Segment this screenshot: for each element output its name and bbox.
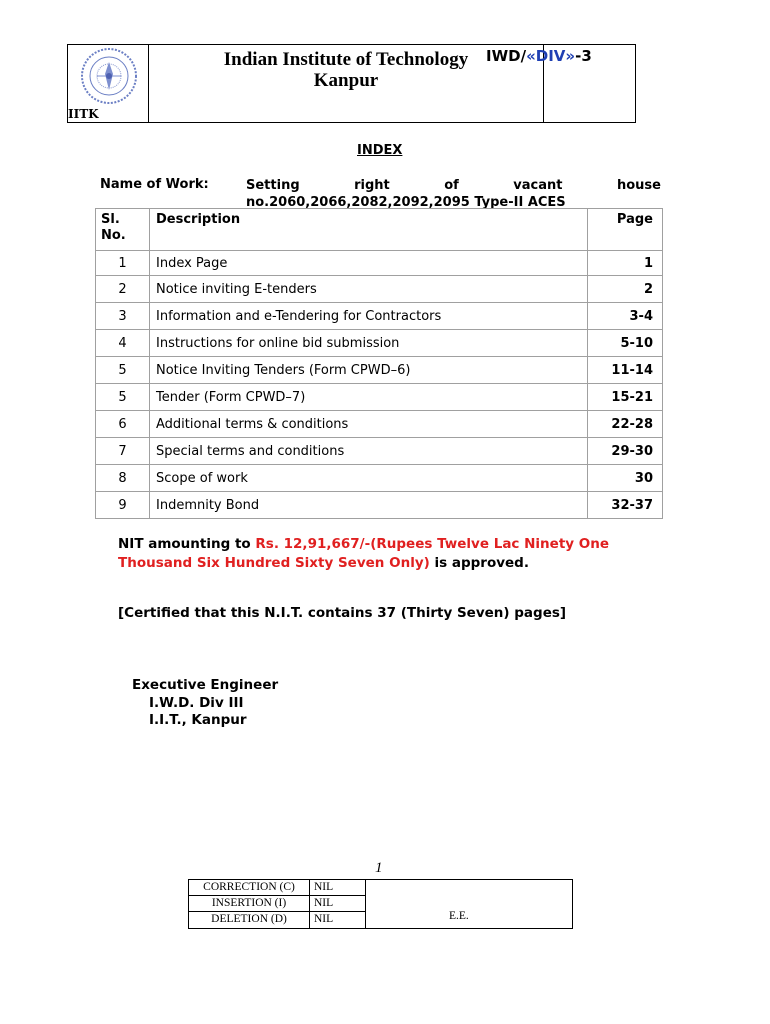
row-sl: 3 <box>96 303 150 330</box>
table-row <box>96 303 663 330</box>
row-description: Notice inviting E-tenders <box>150 276 588 303</box>
row-sl: 5 <box>96 384 150 411</box>
row-page: 11-14 <box>588 357 663 384</box>
insertion-label: INSERTION (I) <box>189 896 309 912</box>
row-description: Notice Inviting Tenders (Form CPWD–6) <box>150 357 588 384</box>
header-sl-no <box>96 209 150 251</box>
signatory-institute: I.I.T., Kanpur <box>149 712 247 728</box>
table-row <box>96 411 663 438</box>
row-description: Additional terms & conditions <box>150 411 588 438</box>
page-number: 1 <box>375 860 383 876</box>
row-page: 30 <box>588 465 663 492</box>
iitk-logo-icon <box>80 47 138 105</box>
doc-code-suffix: -3 <box>575 47 592 65</box>
row-sl: 7 <box>96 438 150 465</box>
name-of-work-value <box>246 177 661 211</box>
row-sl: 1 <box>96 251 150 276</box>
table-row <box>96 330 663 357</box>
row-description: Instructions for online bid submission <box>150 330 588 357</box>
doc-code-prefix: IWD/ <box>486 47 527 65</box>
name-of-work-label: Name of Work: <box>100 177 209 192</box>
document-code <box>486 47 592 65</box>
doc-code-merge-field: «DIV» <box>526 47 576 65</box>
row-page: 2 <box>588 276 663 303</box>
index-title: INDEX <box>357 143 403 158</box>
name-of-work-line1 <box>246 177 661 194</box>
ee-signature-label: E.E. <box>449 910 469 922</box>
row-description: Information and e-Tendering for Contractors <box>150 303 588 330</box>
row-sl: 9 <box>96 492 150 519</box>
row-page: 5-10 <box>588 330 663 357</box>
work-word: vacant <box>513 178 563 193</box>
header-description: Description <box>150 209 588 251</box>
table-row <box>96 465 663 492</box>
certificate-statement: [Certified that this N.I.T. contains 37 (Thirty Seven) pages] <box>118 605 567 621</box>
header-sl-line1: Sl. <box>101 212 120 227</box>
logo-label: IITK <box>68 107 99 121</box>
institute-name <box>149 49 543 91</box>
table-row <box>96 357 663 384</box>
correction-box <box>188 879 573 929</box>
institute-cell <box>149 45 544 122</box>
deletion-value: NIL <box>314 913 334 925</box>
row-description: Scope of work <box>150 465 588 492</box>
row-description: Special terms and conditions <box>150 438 588 465</box>
header-sl-line2: No. <box>101 228 126 243</box>
row-description: Tender (Form CPWD–7) <box>150 384 588 411</box>
table-row <box>96 492 663 519</box>
work-word: Setting <box>246 178 300 193</box>
nit-suffix: is approved. <box>429 555 529 571</box>
logo-cell <box>68 45 149 122</box>
signatory-block <box>132 677 278 730</box>
row-page: 32-37 <box>588 492 663 519</box>
institute-name-line2: Kanpur <box>313 70 379 91</box>
row-sl: 8 <box>96 465 150 492</box>
work-word: of <box>444 178 459 193</box>
correction-values <box>310 880 366 928</box>
row-page: 22-28 <box>588 411 663 438</box>
row-sl: 5 <box>96 357 150 384</box>
row-page: 3-4 <box>588 303 663 330</box>
nit-amount-statement <box>118 535 678 573</box>
table-header-row <box>96 209 663 251</box>
row-page: 15-21 <box>588 384 663 411</box>
work-word: house <box>616 178 661 193</box>
table-row <box>96 384 663 411</box>
row-sl: 2 <box>96 276 150 303</box>
signatory-division: I.W.D. Div III <box>149 694 244 711</box>
insertion-value: NIL <box>310 896 365 912</box>
deletion-label: DELETION (D) <box>211 913 287 925</box>
document-header <box>67 44 636 123</box>
table-row <box>96 276 663 303</box>
row-sl: 4 <box>96 330 150 357</box>
signatory-title: Executive Engineer <box>132 677 279 693</box>
row-page: 1 <box>588 251 663 276</box>
correction-value: NIL <box>310 880 365 896</box>
correction-labels <box>189 880 310 928</box>
table-row <box>96 251 663 276</box>
correction-label: CORRECTION (C) <box>189 880 309 896</box>
table-row <box>96 438 663 465</box>
institute-name-line1: Indian Institute of Technology <box>223 49 469 70</box>
nit-amount: Rs. 12,91,667/-(Rupees Twelve Lac Ninety One Thousand Six Hundred Sixty Seven Only) <box>118 536 610 571</box>
row-sl: 6 <box>96 411 150 438</box>
row-description: Index Page <box>150 251 588 276</box>
row-page: 29-30 <box>588 438 663 465</box>
nit-prefix: NIT amounting to <box>118 536 256 552</box>
row-description: Indemnity Bond <box>150 492 588 519</box>
name-of-work-line2: no.2060,2066,2082,2092,2095 Type-II ACES <box>246 195 566 210</box>
header-page: Page <box>588 209 663 251</box>
work-word: right <box>354 178 390 193</box>
index-table <box>95 208 663 519</box>
